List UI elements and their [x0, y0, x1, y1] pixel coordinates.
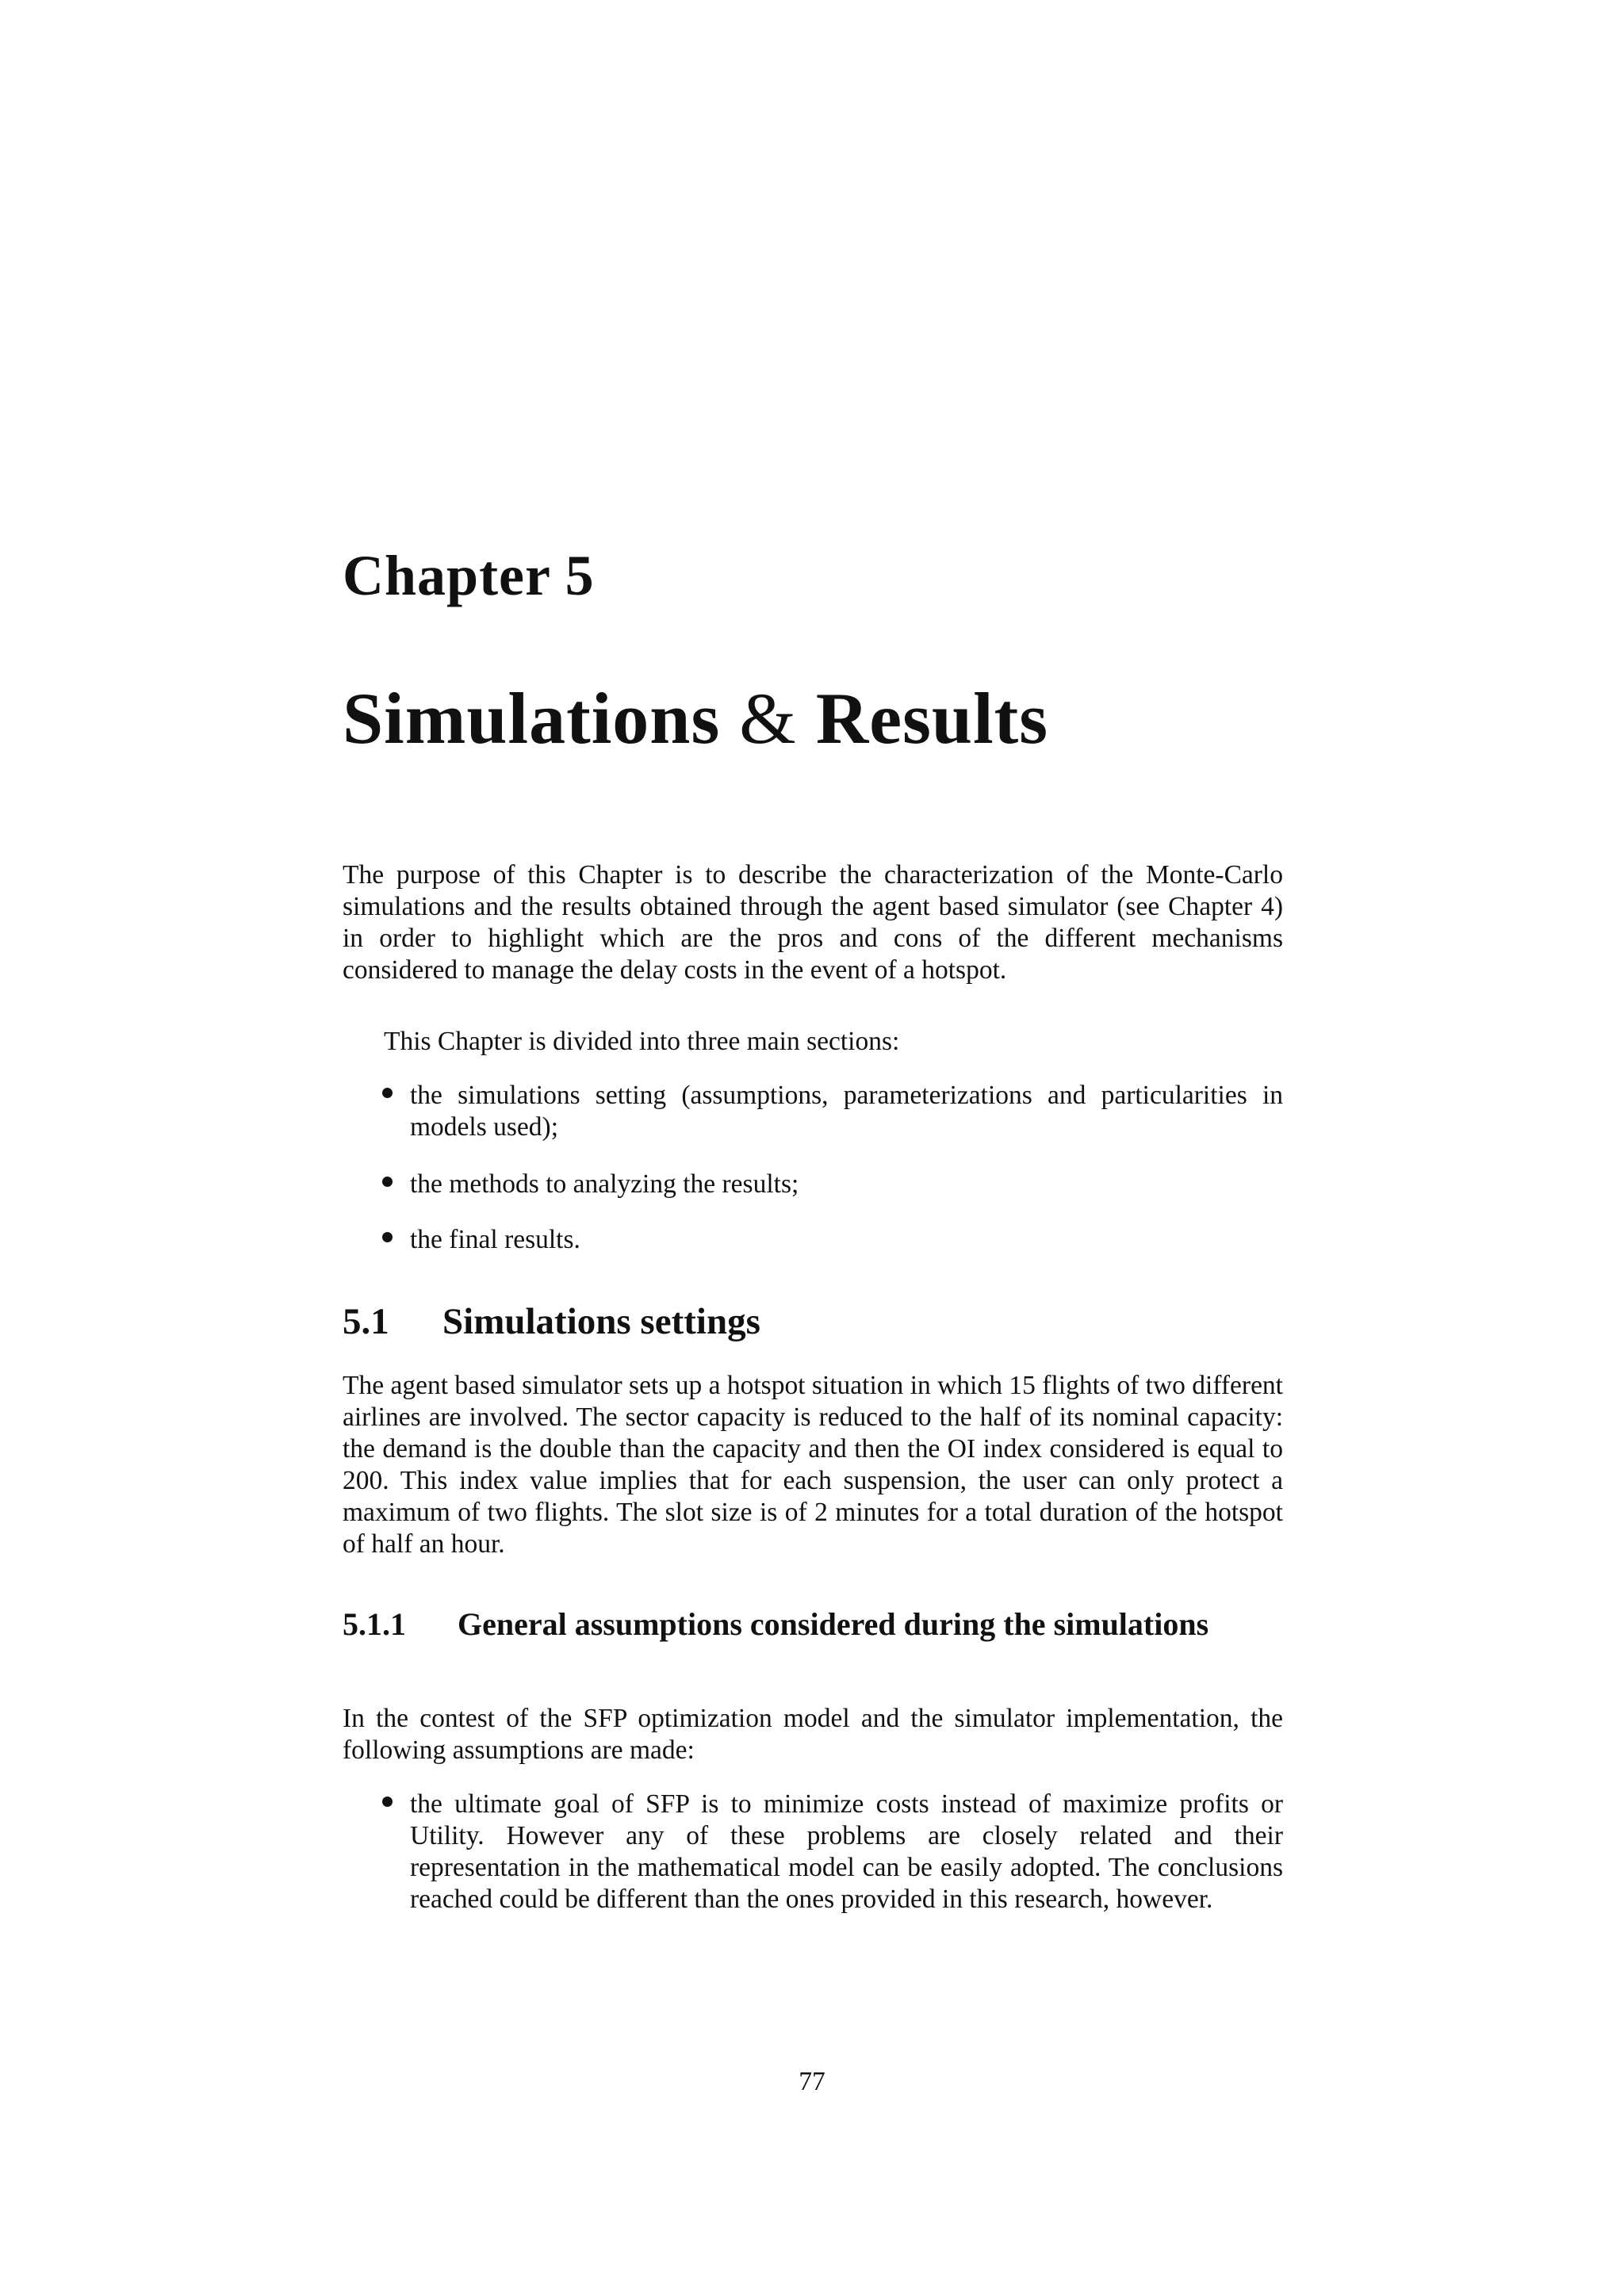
bullet-icon	[382, 1232, 393, 1242]
page-number: 77	[799, 2067, 825, 2096]
sections-lead-paragraph: This Chapter is divided into three main sections:	[384, 1027, 900, 1056]
list-item-text: the methods to analyzing the results;	[410, 1169, 799, 1199]
section-title: Simulations settings	[442, 1301, 760, 1342]
chapter-title-part1: Simulations	[343, 678, 721, 759]
chapter-label: Chapter 5	[343, 544, 595, 607]
subsection-number: 5.1.1	[343, 1606, 406, 1642]
list-item-text: the ultimate goal of SFP is to minimize costs instead of maximize profits or Utility. However any of these problems are closely related and their representation in the mathematical model can be easily adopted. The conclusions reached could be different than the ones provided in this research, however.	[410, 1789, 1283, 1914]
bullet-icon	[382, 1088, 393, 1098]
list-item-text: the final results.	[410, 1225, 580, 1254]
chapter-title	[343, 678, 1049, 759]
bullet-icon	[382, 1177, 393, 1187]
section-5-1-paragraph: The agent based simulator sets up a hotspot situation in which 15 flights of two different airlines are involved. The sector capacity is reduced to the half of its nominal capacity: the demand is the double than the capacity and then the OI index considered is equal to 200. This index value implies that for each suspension, the user can only protect a maximum of two flights. The slot size is of 2 minutes for a total duration of the hotspot of half an hour.	[343, 1371, 1283, 1559]
section-5-1-1-paragraph: In the contest of the SFP optimization model and the simulator implementation, the following assumptions are made:	[343, 1704, 1283, 1765]
intro-paragraph: The purpose of this Chapter is to describe the characterization of the Monte-Carlo simulations and the results obtained through the agent based simulator (see Chapter 4) in order to highlight which are the pros and cons of the different mechanisms considered to manage the delay costs in the event of a hotspot.	[343, 860, 1283, 985]
chapter-title-ampersand: &	[739, 678, 797, 759]
section-number: 5.1	[343, 1301, 389, 1342]
subsection-heading-5-1-1	[343, 1606, 1283, 1643]
chapter-title-part2: Results	[815, 678, 1049, 759]
bullet-icon	[382, 1797, 393, 1807]
subsection-title: General assumptions considered during the simulations	[458, 1606, 1209, 1642]
section-heading-5-1	[343, 1303, 760, 1341]
list-item-text: the simulations setting (assumptions, parameterizations and particularities in models used);	[410, 1081, 1283, 1142]
